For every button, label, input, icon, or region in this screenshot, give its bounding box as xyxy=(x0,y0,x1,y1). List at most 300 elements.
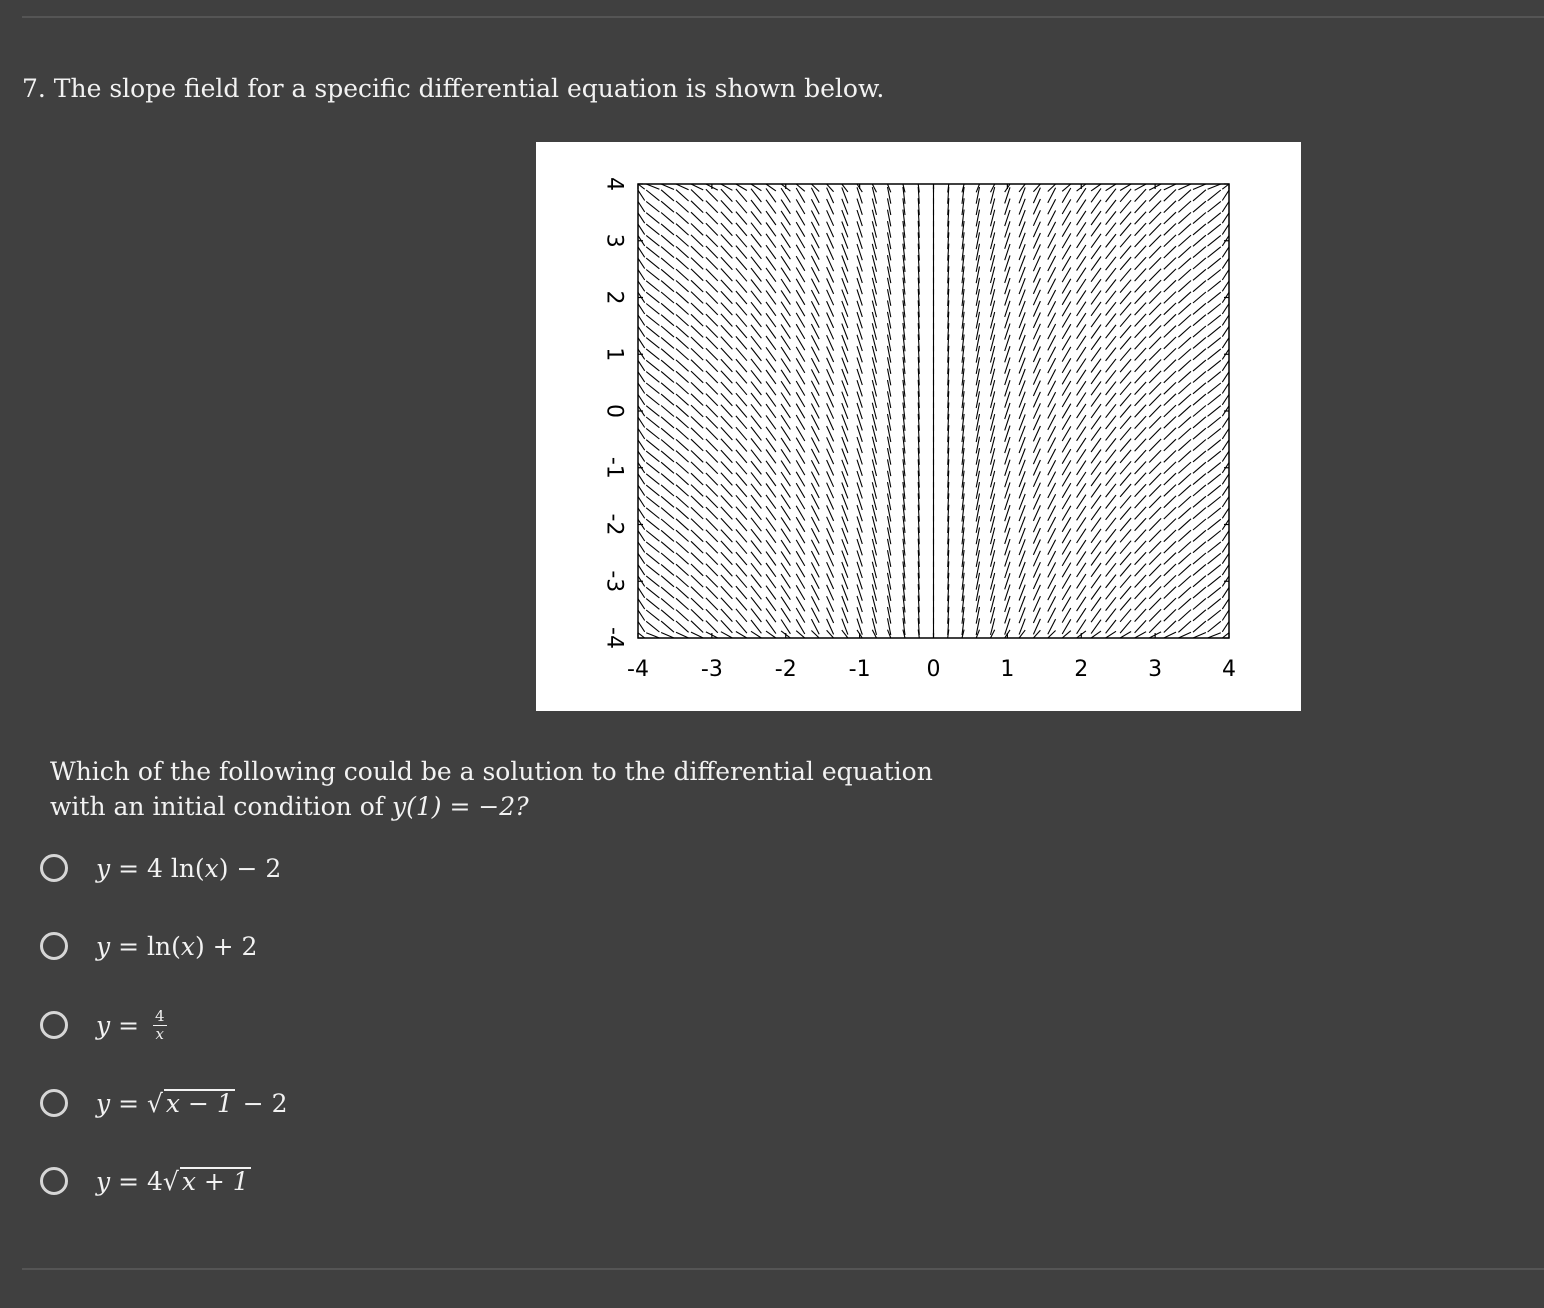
x-tick-labels xyxy=(627,657,1236,682)
slope-segment xyxy=(781,574,790,588)
slope-segment xyxy=(661,508,674,519)
slope-segment xyxy=(661,258,674,269)
slope-segment xyxy=(751,620,761,633)
slope-segment xyxy=(766,574,776,588)
slope-segment xyxy=(661,281,674,292)
slope-segment xyxy=(1193,406,1206,417)
slope-segment xyxy=(1178,417,1191,428)
slope-segment xyxy=(781,313,790,327)
slope-segment xyxy=(1135,269,1147,282)
slope-segment xyxy=(676,326,689,337)
slope-segment xyxy=(736,302,747,315)
slope-segment xyxy=(1208,565,1221,576)
slope-segment xyxy=(721,416,733,429)
slope-segment xyxy=(1178,246,1191,257)
slope-segment xyxy=(1178,371,1191,382)
slope-segment xyxy=(1164,337,1176,349)
slope-segment xyxy=(691,405,703,417)
slope-segment xyxy=(706,348,718,360)
slope-segment xyxy=(1178,349,1191,360)
slope-segment xyxy=(691,337,703,349)
slope-segment xyxy=(1062,551,1071,566)
choice-a-label xyxy=(96,854,281,883)
slope-segment xyxy=(736,609,747,622)
slope-segment xyxy=(1120,575,1131,588)
slope-segment xyxy=(676,496,689,507)
choice-d[interactable] xyxy=(40,1083,288,1123)
slope-segment xyxy=(1120,518,1131,531)
slope-segment xyxy=(691,292,703,304)
slope-segment xyxy=(751,586,761,599)
slope-segment xyxy=(1164,575,1176,587)
y-tick-label: 0 xyxy=(601,404,627,418)
slope-segment xyxy=(691,246,703,258)
slope-segment xyxy=(646,553,659,564)
slope-segment xyxy=(638,395,645,405)
slope-segment xyxy=(796,290,805,305)
slope-segment xyxy=(1164,190,1176,202)
x-tick-label: -3 xyxy=(700,657,723,682)
slope-segment xyxy=(646,213,659,224)
slope-segment xyxy=(781,461,790,475)
slope-segment xyxy=(1091,552,1101,566)
slope-segment xyxy=(676,394,689,405)
slope-segment xyxy=(1164,382,1176,394)
slope-segment xyxy=(706,405,718,417)
slope-segment xyxy=(751,393,761,406)
slope-segment xyxy=(1222,508,1229,518)
slope-segment xyxy=(638,315,645,325)
slope-segment xyxy=(638,383,645,393)
slope-segment xyxy=(1062,313,1071,328)
slope-segment xyxy=(1149,621,1161,633)
choice-e-label xyxy=(96,1167,251,1196)
slope-segment xyxy=(646,587,659,598)
slope-segment xyxy=(1164,224,1176,236)
slope-segment xyxy=(1208,621,1221,632)
slope-segment xyxy=(646,383,659,394)
slope-segment xyxy=(1193,281,1206,292)
slope-segment xyxy=(1120,268,1131,281)
slope-segment xyxy=(1106,416,1116,429)
slope-segment xyxy=(1222,270,1229,280)
slope-segment xyxy=(638,372,645,382)
slope-segment xyxy=(676,428,689,439)
slope-segment xyxy=(736,563,747,576)
slope-segment xyxy=(1106,575,1116,588)
slope-segment xyxy=(646,184,659,189)
slope-segment xyxy=(646,451,659,462)
slope-segment xyxy=(1091,529,1101,543)
slope-segment xyxy=(661,292,674,303)
slope-segment xyxy=(1106,518,1116,531)
slope-segment xyxy=(1178,519,1191,530)
choice-c-eq: = xyxy=(110,1010,147,1040)
slope-segment xyxy=(691,473,703,485)
slope-segment xyxy=(796,324,805,339)
slope-segment xyxy=(676,485,689,496)
x-tick-label: -4 xyxy=(627,657,649,682)
slope-segment xyxy=(1222,224,1229,234)
slope-segment xyxy=(721,484,733,497)
slope-segment xyxy=(676,246,689,257)
slope-segment xyxy=(1106,314,1116,327)
slope-segment xyxy=(721,632,733,638)
slope-segment xyxy=(1208,270,1221,281)
slope-segment xyxy=(646,474,659,485)
slope-segment xyxy=(1149,564,1161,576)
slope-segment xyxy=(646,508,659,519)
x-tick-label: 4 xyxy=(1222,657,1236,682)
slope-segment xyxy=(1193,315,1206,326)
slope-segment xyxy=(661,542,674,553)
slope-segment xyxy=(1164,496,1176,508)
slope-segment xyxy=(638,190,645,200)
slope-segment xyxy=(1164,507,1176,519)
slope-segment xyxy=(691,632,703,638)
slope-segment xyxy=(1091,245,1101,259)
slope-segment xyxy=(1164,348,1176,360)
slope-segment xyxy=(1077,483,1086,497)
slope-segment xyxy=(796,529,805,544)
slope-segment xyxy=(1208,258,1221,269)
slope-segment xyxy=(751,325,761,338)
slope-segment xyxy=(1106,184,1116,191)
slope-segment xyxy=(1062,358,1071,373)
slope-segment xyxy=(1091,279,1101,293)
slope-segment xyxy=(751,450,761,463)
slope-segment xyxy=(1208,451,1221,462)
slope-segment xyxy=(1222,610,1229,620)
slope-segment xyxy=(1135,552,1147,565)
slope-segment xyxy=(1077,370,1086,384)
slope-segment xyxy=(661,474,674,485)
slope-segment xyxy=(1178,201,1191,212)
slope-segment xyxy=(1164,439,1176,451)
slope-segment xyxy=(1164,451,1176,463)
choice-a-x: x xyxy=(204,853,219,883)
slope-segment xyxy=(1208,190,1221,201)
slope-segment xyxy=(1091,540,1101,554)
slope-segment xyxy=(646,258,659,269)
slope-segment xyxy=(1149,609,1161,621)
slope-segment xyxy=(1091,518,1101,532)
slope-segment xyxy=(1193,190,1206,201)
slope-segment xyxy=(1077,517,1086,531)
slope-segment xyxy=(1193,587,1206,598)
radio-button-e[interactable] xyxy=(40,1167,68,1195)
slope-segment xyxy=(1120,484,1131,497)
radio-button-c[interactable] xyxy=(40,1011,68,1039)
slope-segment xyxy=(1193,530,1206,541)
slope-segment xyxy=(1106,597,1116,610)
slope-segment xyxy=(646,270,659,281)
slope-segment xyxy=(1164,519,1176,531)
slope-segment xyxy=(1178,394,1191,405)
slope-segment xyxy=(796,199,805,214)
slope-segment xyxy=(1178,508,1191,519)
slope-segment xyxy=(1077,574,1086,588)
radio-button-a[interactable] xyxy=(40,854,68,882)
slope-segment xyxy=(1222,587,1229,597)
x-tick-label: 0 xyxy=(926,657,941,682)
slope-segment xyxy=(638,429,645,439)
slope-segment xyxy=(676,371,689,382)
slope-segment xyxy=(706,371,718,383)
slope-segment xyxy=(1077,302,1086,316)
slope-segment xyxy=(721,325,733,338)
slope-segment xyxy=(1091,608,1101,622)
slope-segment xyxy=(1135,291,1147,304)
slope-segment xyxy=(1062,517,1071,532)
slope-segment xyxy=(1208,576,1221,587)
slope-segment xyxy=(721,235,733,248)
slope-segment xyxy=(661,530,674,541)
slope-segment xyxy=(1149,428,1161,440)
choice-e-radicand: x + 1 xyxy=(181,1167,249,1196)
slope-segment xyxy=(1120,450,1131,463)
slope-segment xyxy=(1106,336,1116,349)
slope-segment xyxy=(751,234,761,247)
slope-segment xyxy=(1193,428,1206,439)
slope-segment xyxy=(1077,211,1086,225)
choice-b[interactable] xyxy=(40,926,257,966)
slope-segment xyxy=(1091,257,1101,271)
slope-segment xyxy=(721,586,733,599)
slope-segment xyxy=(1164,405,1176,417)
slope-segment xyxy=(1120,280,1131,293)
slope-segment xyxy=(1193,542,1206,553)
slope-segment xyxy=(781,540,790,554)
slope-segment xyxy=(1178,258,1191,269)
slope-segment xyxy=(1106,280,1116,293)
slope-segment xyxy=(638,610,645,620)
slope-segment xyxy=(1178,383,1191,394)
slope-segment xyxy=(1193,496,1206,507)
slope-segment xyxy=(781,222,790,236)
slope-segment xyxy=(676,542,689,553)
slope-segment xyxy=(736,473,747,486)
slope-segment xyxy=(721,575,733,588)
slope-segment xyxy=(1106,189,1116,202)
slope-segment xyxy=(721,184,733,190)
slope-segment xyxy=(676,462,689,473)
slope-segment xyxy=(721,530,733,543)
slope-segment xyxy=(646,542,659,553)
slope-segment xyxy=(721,620,733,633)
slope-segment xyxy=(1178,292,1191,303)
slope-segment xyxy=(1208,406,1221,417)
slope-segment xyxy=(1062,506,1071,521)
slope-segment xyxy=(1106,370,1116,383)
slope-segment xyxy=(751,472,761,485)
slope-segment xyxy=(691,326,703,338)
slope-segment xyxy=(766,370,776,384)
y-tick-label: -4 xyxy=(601,627,627,649)
slope-segment xyxy=(691,258,703,270)
slope-segment xyxy=(1135,184,1147,190)
slope-segment xyxy=(1208,519,1221,530)
slope-segment xyxy=(1149,189,1161,201)
slope-segment xyxy=(676,281,689,292)
slope-segment xyxy=(646,394,659,405)
slope-segment xyxy=(638,202,645,212)
slope-segment xyxy=(766,484,776,498)
slope-segment xyxy=(706,541,718,553)
slope-segment xyxy=(1178,337,1191,348)
slope-segment xyxy=(1164,632,1176,638)
choice-c[interactable] xyxy=(40,1005,167,1045)
slope-segment xyxy=(1222,395,1229,405)
slope-segment xyxy=(721,439,733,452)
slope-segment xyxy=(638,565,645,575)
slope-segment xyxy=(751,370,761,383)
slope-segment xyxy=(1178,587,1191,598)
slope-segment xyxy=(638,440,645,450)
slope-segment xyxy=(766,200,776,214)
radio-button-b[interactable] xyxy=(40,932,68,960)
slope-segment xyxy=(736,189,747,202)
slope-segment xyxy=(1135,223,1147,236)
slope-segment xyxy=(1178,269,1191,280)
slope-segment xyxy=(706,326,718,338)
slope-segment xyxy=(1091,393,1101,407)
slope-segment xyxy=(1120,495,1131,508)
slope-segment xyxy=(691,507,703,519)
y-tick-label: -3 xyxy=(601,570,627,593)
slope-segment xyxy=(721,427,733,440)
slope-segment xyxy=(1077,347,1086,361)
slope-segment xyxy=(1135,416,1147,429)
slope-segment xyxy=(796,392,805,407)
choice-e[interactable] xyxy=(40,1161,251,1201)
slope-segment xyxy=(796,268,805,283)
slope-segment xyxy=(766,506,776,520)
slope-segment xyxy=(1164,417,1176,429)
slope-segment xyxy=(691,519,703,531)
slope-segment xyxy=(1193,371,1206,382)
slope-segment xyxy=(1135,518,1147,531)
slope-segment xyxy=(1106,563,1116,576)
slope-segment xyxy=(751,529,761,542)
choice-d-radicand: x − 1 xyxy=(165,1089,233,1118)
slope-segment xyxy=(1120,416,1131,429)
slope-segment xyxy=(706,246,718,258)
slope-segment xyxy=(1077,563,1086,577)
slope-segment xyxy=(1120,348,1131,361)
slope-segment xyxy=(646,235,659,246)
slope-segment xyxy=(691,394,703,406)
slope-segment xyxy=(1135,530,1147,543)
slope-segment xyxy=(1120,212,1131,225)
slope-segment xyxy=(1164,394,1176,406)
slope-segment xyxy=(1091,313,1101,327)
slope-segment xyxy=(721,564,733,577)
slope-segment xyxy=(1178,530,1191,541)
slope-segment xyxy=(781,234,790,248)
slope-segment xyxy=(751,245,761,258)
slope-segment xyxy=(706,257,718,269)
slope-segment xyxy=(781,438,790,452)
slope-segment xyxy=(736,325,747,338)
slope-segment xyxy=(1077,393,1086,407)
slope-segment xyxy=(1178,326,1191,337)
slope-segment xyxy=(1106,472,1116,485)
slope-segment xyxy=(1193,326,1206,337)
slope-segment xyxy=(706,598,718,610)
slope-segment xyxy=(706,416,718,428)
slope-segment xyxy=(1135,427,1147,440)
slope-segment xyxy=(1091,438,1101,452)
slope-segment xyxy=(638,542,645,552)
y-tick-label: 2 xyxy=(601,290,627,305)
slope-segment xyxy=(1120,405,1131,418)
slope-segment xyxy=(1077,586,1086,600)
slope-segment xyxy=(766,302,776,316)
radio-button-d[interactable] xyxy=(40,1089,68,1117)
slope-segment xyxy=(1135,382,1147,395)
slope-segment xyxy=(1164,235,1176,247)
slope-segment xyxy=(1077,245,1086,259)
slope-segment xyxy=(751,291,761,304)
slope-segment xyxy=(1106,529,1116,542)
slope-segment xyxy=(691,235,703,247)
slope-segment xyxy=(646,304,659,315)
slope-segment xyxy=(1106,631,1116,638)
slope-segment xyxy=(1164,485,1176,497)
slope-segment xyxy=(736,291,747,304)
slope-segment xyxy=(721,609,733,622)
slope-segment xyxy=(766,438,776,452)
slope-segment xyxy=(1135,393,1147,406)
slope-segment xyxy=(736,184,747,191)
slope-segment xyxy=(706,360,718,372)
slope-segment xyxy=(661,383,674,394)
slope-segment xyxy=(1062,608,1071,623)
slope-segment xyxy=(1164,258,1176,270)
slope-segment xyxy=(638,553,645,563)
slope-segment xyxy=(1193,337,1206,348)
choice-a-tail: ) − 2 xyxy=(218,853,282,883)
choice-c-y: y xyxy=(96,1010,111,1040)
slope-segment xyxy=(706,587,718,599)
slope-segment xyxy=(691,280,703,292)
slope-segment xyxy=(706,564,718,576)
slope-segment xyxy=(751,416,761,429)
slope-segment xyxy=(1077,279,1086,293)
slope-segment xyxy=(1193,440,1206,451)
slope-segment xyxy=(1208,292,1221,303)
slope-segment xyxy=(1062,426,1071,441)
slope-segment xyxy=(646,519,659,530)
slope-segment xyxy=(1062,370,1071,385)
prompt-line-2 xyxy=(50,789,950,824)
slope-segment xyxy=(1120,598,1131,611)
slope-segment xyxy=(1164,184,1176,190)
slope-segment xyxy=(736,495,747,508)
x-tick-label: 1 xyxy=(1000,657,1015,682)
slope-segment xyxy=(766,586,776,600)
slope-segment xyxy=(1120,359,1131,372)
slope-segment xyxy=(706,235,718,247)
slope-segment xyxy=(1178,576,1191,587)
slope-segment xyxy=(1135,496,1147,509)
slope-segment xyxy=(1222,440,1229,450)
choice-a[interactable] xyxy=(40,848,281,888)
slope-segment xyxy=(1222,304,1229,314)
slope-segment xyxy=(766,450,776,464)
slope-segment xyxy=(751,552,761,565)
